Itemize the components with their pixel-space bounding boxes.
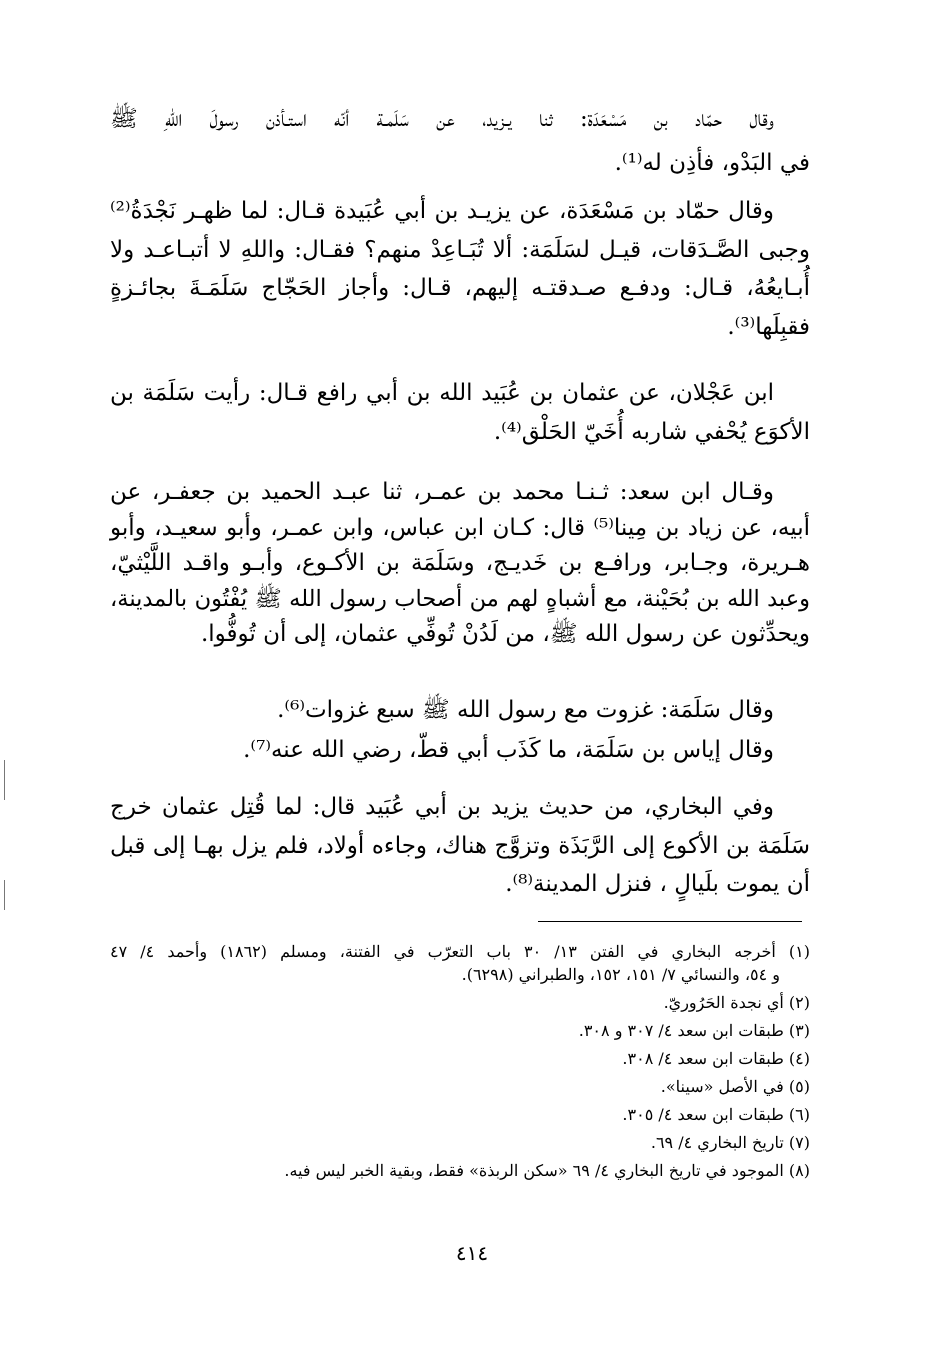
footnote-6	[110, 1105, 810, 1125]
text-line: أُبـايعُهُ، قـال: ودفـع صـدقتـه إليهم، قـال: وأجاز الحَجّاج سَلَمَـةَ بجائـزةٍ	[110, 275, 810, 302]
footnote-line: (٤) طبقات ابن سعد ٤/ ٣٠٨.	[622, 1049, 810, 1068]
text-line: سَلَمَة بن الأكوع إلى الرَّبَذَة وتزوَّج هناك، وجاءه أولاد، فلم يزل بهـا إلى قبل	[110, 832, 810, 859]
text-line: أبيه، عن زياد بن مِينا⁽⁵⁾ قال: كـان ابن عباس، وابن عمـر، وأبو سعيـد، وأبو	[110, 514, 810, 541]
paragraph-6	[110, 737, 810, 765]
text-line: وفي البخاري، من حديث يزيد بن أبي عُبَيد قال: لما قُتِل عثمان خرج	[110, 794, 774, 820]
footnote-line: (٥) في الأصل «سينا».	[660, 1077, 810, 1096]
footnote-2	[110, 993, 810, 1013]
text-line: وقال سَلَمَة: غزوت مع رسول الله ﷺ سبع غزوات⁽⁶⁾.	[277, 697, 774, 723]
paragraph-5	[110, 697, 810, 725]
paragraph-2	[110, 198, 810, 341]
text-line: وجبى الصَّـدَقات، قيـل لسَلَمَة: ألا تُبَـاعِدْ منهم؟ فقـال: واللهِ لا أتبـاعـد ولا	[110, 236, 810, 263]
text-line: وعبد الله بن بُحَيْنة، مع أشباهٍ لهم من أصحاب رسول الله ﷺ يُفْتُون بالمدينة،	[110, 585, 810, 612]
footnote-line: (٢) أي نجدة الحَرُوريّ.	[663, 993, 810, 1012]
text-line: وقال حمّاد بن مَسْعَدَة: ثنا يـزيد، عن سَلَمـة أنّه استـأذن رسولَ اللهِ ﷺ	[110, 106, 774, 132]
footnote-line: (٨) الموجود في تاريخ البخاري ٤/ ٦٩ «سكن الربذة» فقط، وبقية الخبر ليس فيه.	[284, 1161, 810, 1180]
page-number: ٤١٤	[455, 1241, 489, 1265]
paragraph-7	[110, 794, 810, 899]
text-line: وقال حمّاد بن مَسْعَدَة، عن يزيـد بن أبي عُبَيدة قـال: لما ظهـر نَجْدَةُ⁽²⁾	[110, 198, 774, 224]
footnote-line: و ٥٤، والنسائي ٧/ ١٥١، ١٥٢، والطبراني (٦٢٩٨).	[461, 965, 780, 984]
text-line: ابن عَجْلان، عن عثمان بن عُبَيد الله بن أبي رافع قـال: رأيت سَلَمَة بن	[110, 380, 774, 406]
text-line: ويحدِّثون عن رسول الله ﷺ، من لَدُنْ تُوفِّي عثمان، إلى أن تُوفُّوا.	[200, 620, 810, 647]
footnote-4	[110, 1049, 810, 1069]
scan-edge-mark	[4, 880, 5, 910]
footnote-3	[110, 1021, 810, 1041]
footnote-line: (٧) تاريخ البخاري ٤/ ٦٩.	[650, 1133, 810, 1152]
paragraph-4	[110, 479, 810, 648]
text-line: هـريرة، وجـابر، ورافـع بن خَديـج، وسَلَمَة بن الأكـوع، وأبـو واقـد اللَّيْثيّ،	[110, 550, 810, 577]
text-line: في البَدْو، فأذِن له⁽¹⁾.	[614, 149, 810, 176]
footnotes	[110, 942, 810, 1181]
footnote-line: (١) أخرجه البخاري في الفتن ١٣/ ٣٠ باب التعرّب في الفتنة، ومسلم (١٨٦٢) وأحمد ٤/ ٤٧	[110, 942, 810, 961]
paragraph-1	[110, 106, 810, 177]
footnote-line: (٦) طبقات ابن سعد ٤/ ٣٠٥.	[622, 1105, 810, 1124]
scan-edge-mark	[4, 760, 5, 800]
paragraph-3	[110, 380, 810, 446]
text-line: أن يموت بلَيالٍ ، فنزل المدينة⁽⁸⁾.	[505, 871, 810, 898]
footnote-1	[110, 942, 810, 985]
text-line: الأكوَع يُحْفي شاربه أُخَيّ الحَلْق⁽⁴⁾.	[493, 418, 810, 445]
footnote-separator	[538, 921, 802, 922]
text-line: وقـال ابن سعد: ثـنـا محمد بن عمـر، ثنا عبـد الحميد بن جعفـر، عن	[110, 479, 774, 505]
footnote-line: (٣) طبقات ابن سعد ٤/ ٣٠٧ و ٣٠٨.	[578, 1021, 810, 1040]
footnote-7	[110, 1133, 810, 1153]
footnote-8	[110, 1161, 810, 1181]
footnote-5	[110, 1077, 810, 1097]
text-line: فقبِلَها⁽³⁾.	[727, 313, 810, 340]
text-line: وقال إياس بن سَلَمَة، ما كَذَب أبي قطّ، رضي الله عنه⁽⁷⁾.	[243, 737, 774, 763]
